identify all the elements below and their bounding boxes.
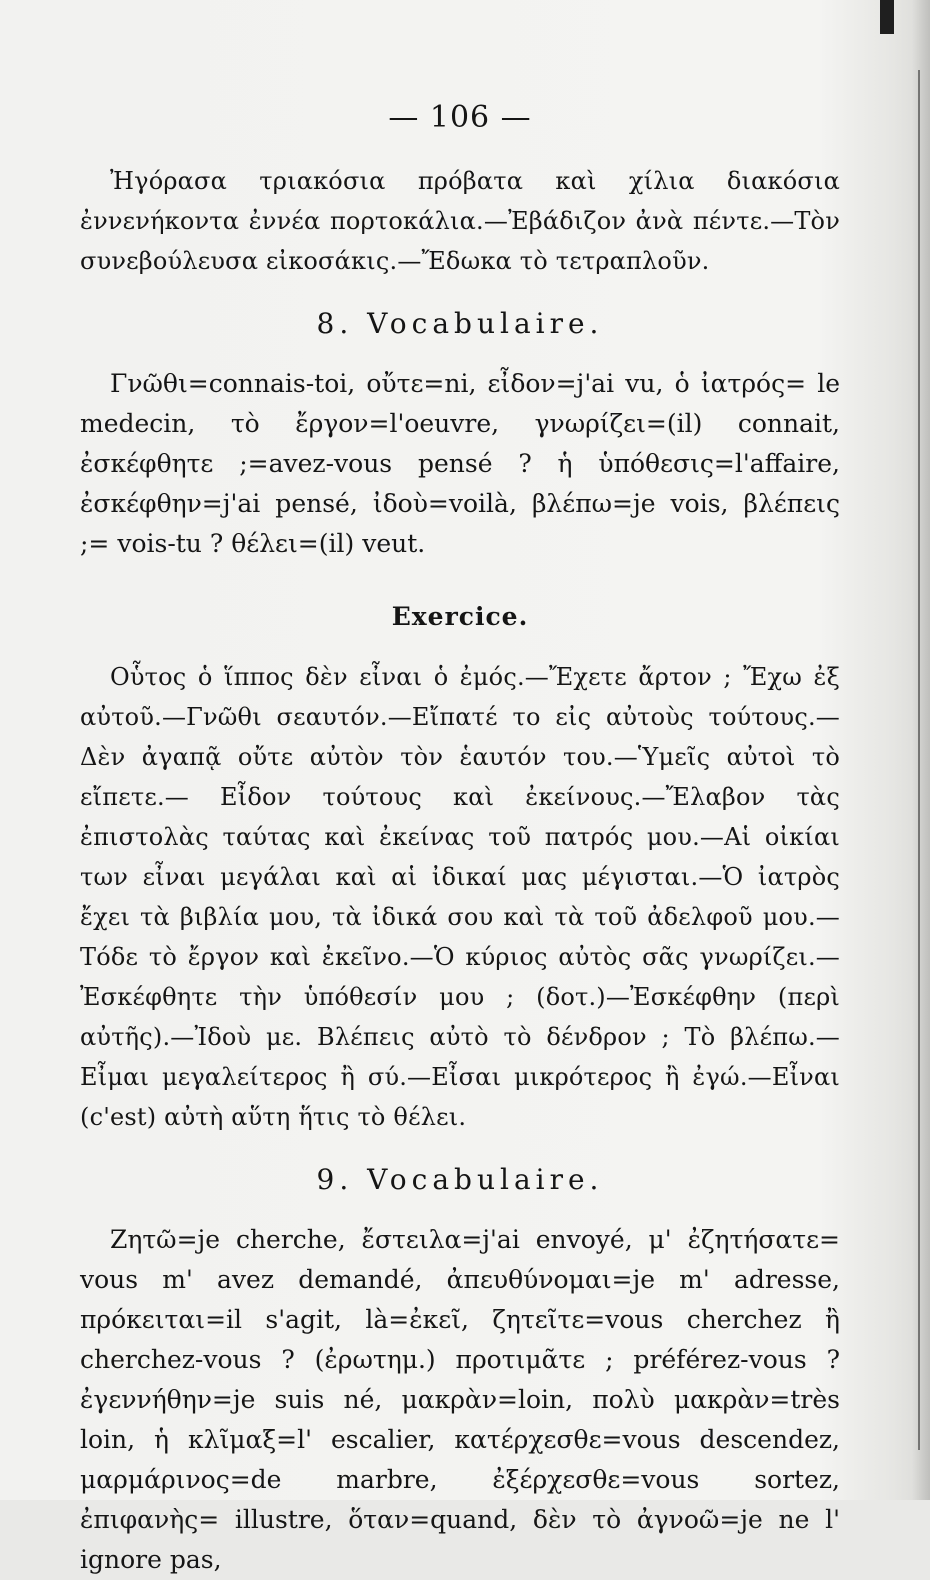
exercise-title: Exercice. [391,602,529,631]
section-8-vocabulary: Γνῶθι=connais-toi, οὔτε=ni, εἶδον=j'ai vu, ὁ ἰατρός= le medecin, τὸ ἔργον=l'oeuvre, γνωρίζει=(il) connait, ἐσκέφθητε ;=avez-vous pensé ? ἡ ὑπόθεσις=l'affaire, ἐσκέφθην=j'ai pensé, ἰδοὺ=voilà, βλέπω=je vois, βλέπεις ;= vois-tu ? θέλει=(il) veut. [80,369,840,558]
exercise-text: Οὗτος ὁ ἵππος δὲν εἶναι ὁ ἐμός.—Ἔχετε ἄρτον ; Ἔχω ἐξ αὐτοῦ.—Γνῶθι σεαυτόν.—Εἴπατέ το εἰς αὐτοὺς τούτους.—Δὲν ἀγαπᾷ οὔτε αὐτὸν τὸν ἑαυτόν του.—Ὑμεῖς αὐτοὶ τὸ εἴπετε.— Εἶδον τούτους καὶ ἐκείνους.—Ἔλαβον τὰς ἐπιστολὰς ταύτας καὶ ἐκείνας τοῦ πατρός μου.—Αἱ οἰκίαι των εἶναι μεγάλαι καὶ αἱ ἰδικαί μας μέγισται.—Ὁ ἰατρὸς ἔχει τὰ βιβλία μου, τὰ ἰδικά σου καὶ τὰ τοῦ ἀδελφοῦ μου.—Τόδε τὸ ἔργον καὶ ἐκεῖνο.—Ὁ κύριος αὐτὸς σᾶς γνωρίζει.—Ἐσκέφθητε τὴν ὑπόθεσίν μου ; (δοτ.)—Ἐσκέφθην (περὶ αὐτῆς).—Ἰδοὺ με. Βλέπεις αὐτὸ τὸ δένδρον ; Τὸ βλέπω.—Εἶμαι μεγαλείτερος ἢ σύ.—Εἶσαι μικρότερος ἢ ἐγώ.—Εἶναι (c'est) αὐτὴ αὕτη ἥτις τὸ θέλει. [80,663,840,1131]
page-content [80,100,840,1580]
page-number: — 106 — [388,100,532,135]
scan-corner-mark [880,0,894,34]
section-9-vocabulary: Ζητῶ=je cherche, ἔστειλα=j'ai envoyé, μ' ἐζητήσατε= vous m' avez demandé, ἀπευθύνομαι=je m' adresse, πρόκειται=il s'agit, là=ἐκεῖ, ζητεῖτε=vous cherchez ἢ cherchez-vous ? (ἐρωτημ.) προτιμᾶτε ; préférez-vous ? ἐγεννήθην=je suis né, μακρὰν=loin, πολὺ μακρὰν=très loin, ἡ κλῖμαξ=l' escalier, κατέρχεσθε=vous descendez, μαρμάρινος=de marbre, ἐξέρχεσθε=vous sortez, ἐπιφανὴς= illustre, ὅταν=quand, δὲν τὸ ἀγνοῶ=je ne l' ignore pas, [80,1225,840,1574]
intro-paragraph: Ἠγόρασα τριακόσια πρόβατα καὶ χίλια διακόσια ἐννενήκοντα ἐννέα πορτοκάλια.—Ἐβάδιζον ἀνὰ πέντε.—Τὸν συνεβούλευσα εἰκοσάκις.—Ἔδωκα τὸ τετραπλοῦν. [80,167,840,275]
gutter-line [918,70,920,1450]
section-8-title: 8. Vocabulaire. [316,307,604,340]
section-9-title: 9. Vocabulaire. [316,1163,604,1196]
page-edge-shadow [912,0,930,1500]
